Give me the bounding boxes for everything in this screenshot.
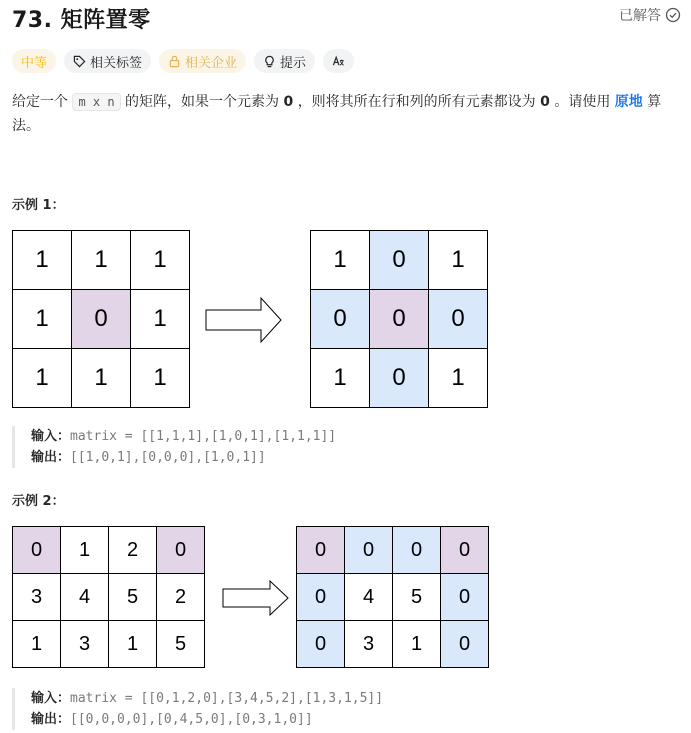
matrix-cell: 1 bbox=[131, 231, 190, 290]
matrix-cell: 1 bbox=[13, 231, 72, 290]
matrix-cell-affected: 0 bbox=[297, 574, 345, 621]
problem-description bbox=[12, 90, 684, 138]
matrix-cell-affected: 0 bbox=[441, 621, 489, 668]
related-companies-label: 相关企业 bbox=[185, 55, 238, 71]
matrix-cell: 5 bbox=[393, 574, 441, 621]
matrix-cell: 1 bbox=[109, 621, 157, 668]
matrix-cell: 2 bbox=[109, 527, 157, 574]
matrix-cell-affected: 0 bbox=[297, 621, 345, 668]
matrix-cell-zero: 0 bbox=[72, 290, 131, 349]
solved-status bbox=[619, 5, 681, 25]
matrix-cell-affected: 0 bbox=[345, 527, 393, 574]
tag-bar bbox=[12, 49, 354, 73]
desc-text: 的矩阵，如果一个元素为 bbox=[125, 94, 280, 110]
input-key: 输入： bbox=[31, 691, 71, 706]
matrix-cell-affected: 0 bbox=[393, 527, 441, 574]
desc-text: 给定一个 bbox=[12, 94, 68, 110]
matrix-cell-zero: 0 bbox=[370, 290, 429, 349]
matrix-cell-affected: 0 bbox=[370, 349, 429, 408]
example-1-output-matrix bbox=[310, 230, 488, 408]
output-key: 输出： bbox=[31, 712, 71, 727]
matrix-cell: 1 bbox=[429, 231, 488, 290]
example-1-input-matrix bbox=[12, 230, 190, 408]
in-place-link[interactable]: 原地 bbox=[614, 94, 643, 110]
matrix-cell-zero: 0 bbox=[441, 527, 489, 574]
matrix-cell: 1 bbox=[72, 231, 131, 290]
matrix-cell: 1 bbox=[131, 349, 190, 408]
solved-label: 已解答 bbox=[619, 8, 661, 24]
matrix-cell: 3 bbox=[345, 621, 393, 668]
right-arrow-icon bbox=[222, 580, 290, 616]
translate-icon bbox=[332, 55, 345, 68]
desc-bold: 0 bbox=[540, 94, 550, 110]
example-2-input-matrix bbox=[12, 526, 205, 668]
difficulty-badge[interactable]: 中等 bbox=[12, 49, 56, 73]
matrix-cell: 5 bbox=[157, 621, 205, 668]
matrix-cell: 1 bbox=[61, 527, 109, 574]
matrix-cell-affected: 0 bbox=[441, 574, 489, 621]
desc-text: ，则将其所在行和列的所有元素都设为 bbox=[297, 94, 536, 110]
example-2-label: 示例 2： bbox=[12, 494, 65, 509]
example-1-label: 示例 1： bbox=[12, 198, 65, 213]
matrix-cell: 2 bbox=[157, 574, 205, 621]
output-key: 输出： bbox=[31, 450, 71, 465]
matrix-cell: 1 bbox=[429, 349, 488, 408]
problem-title: 73. 矩阵置零 bbox=[12, 8, 151, 33]
translate-button[interactable] bbox=[323, 49, 354, 73]
related-companies-button[interactable] bbox=[159, 49, 246, 73]
input-value: matrix = [[1,1,1],[1,0,1],[1,1,1]] bbox=[70, 429, 337, 444]
matrix-cell: 1 bbox=[13, 290, 72, 349]
desc-text: 算法。 bbox=[12, 94, 662, 134]
desc-text: 。请使用 bbox=[554, 94, 611, 110]
matrix-cell-affected: 0 bbox=[429, 290, 488, 349]
matrix-cell: 1 bbox=[311, 349, 370, 408]
right-arrow-icon bbox=[205, 296, 283, 344]
matrix-cell: 1 bbox=[311, 231, 370, 290]
matrix-cell-zero: 0 bbox=[297, 527, 345, 574]
example-2-io bbox=[12, 688, 383, 730]
output-value: [[1,0,1],[0,0,0],[1,0,1]] bbox=[70, 450, 266, 465]
matrix-cell: 1 bbox=[13, 621, 61, 668]
matrix-cell: 1 bbox=[393, 621, 441, 668]
example-2-output-matrix bbox=[296, 526, 489, 668]
matrix-cell: 4 bbox=[345, 574, 393, 621]
matrix-cell: 1 bbox=[13, 349, 72, 408]
matrix-cell: 3 bbox=[13, 574, 61, 621]
related-tags-label: 相关标签 bbox=[90, 55, 143, 71]
hint-button[interactable] bbox=[254, 49, 315, 73]
check-circle-icon bbox=[665, 7, 681, 23]
matrix-cell: 1 bbox=[131, 290, 190, 349]
matrix-cell-zero: 0 bbox=[13, 527, 61, 574]
matrix-cell: 4 bbox=[61, 574, 109, 621]
desc-bold: 0 bbox=[283, 94, 294, 110]
tag-icon bbox=[73, 55, 86, 68]
matrix-cell-affected: 0 bbox=[370, 231, 429, 290]
related-tags-button[interactable] bbox=[64, 49, 151, 73]
lock-icon bbox=[168, 55, 181, 68]
inline-code: m x n bbox=[72, 93, 120, 111]
matrix-cell: 5 bbox=[109, 574, 157, 621]
matrix-cell-affected: 0 bbox=[311, 290, 370, 349]
lightbulb-icon bbox=[263, 55, 276, 68]
matrix-cell-zero: 0 bbox=[157, 527, 205, 574]
input-key: 输入： bbox=[31, 429, 71, 444]
output-value: [[0,0,0,0],[0,4,5,0],[0,3,1,0]] bbox=[70, 712, 313, 727]
hint-label: 提示 bbox=[280, 55, 307, 71]
matrix-cell: 1 bbox=[72, 349, 131, 408]
example-1-io bbox=[12, 426, 336, 468]
matrix-cell: 3 bbox=[61, 621, 109, 668]
input-value: matrix = [[0,1,2,0],[3,4,5,2],[1,3,1,5]] bbox=[70, 691, 384, 706]
